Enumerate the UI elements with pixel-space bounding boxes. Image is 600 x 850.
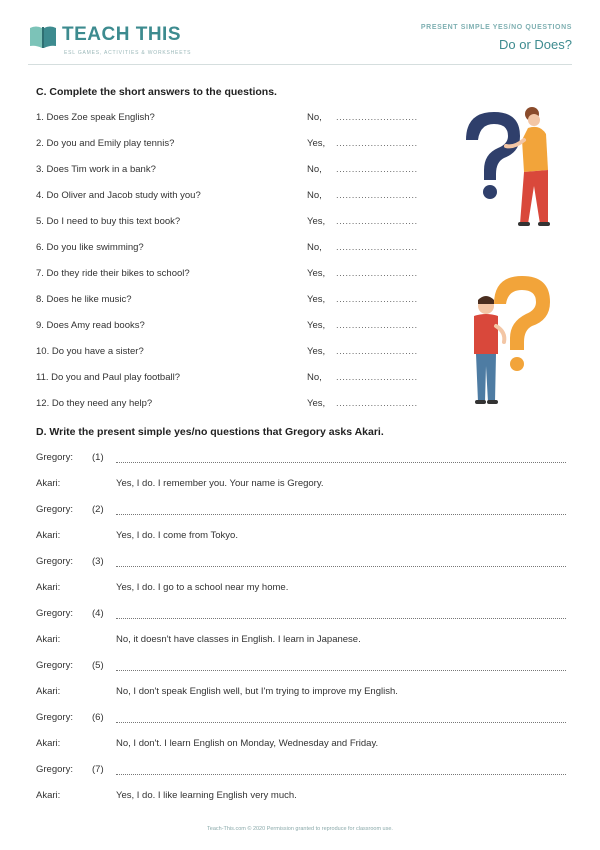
question-row — [36, 398, 418, 412]
question-blank[interactable] — [116, 462, 566, 463]
short-answer-start: Yes, — [307, 320, 326, 331]
speaker-akari: Akari: — [36, 738, 61, 749]
akari-reply: No, I don't speak English well, but I'm trying to improve my English. — [116, 686, 398, 697]
speaker-gregory: Gregory: — [36, 452, 73, 463]
answer-blank[interactable]: .......................... — [336, 216, 418, 227]
speaker-akari: Akari: — [36, 530, 61, 541]
teach-this-logo[interactable] — [28, 20, 198, 60]
speaker-akari: Akari: — [36, 790, 61, 801]
question-text: 11. Do you and Paul play football? — [36, 372, 181, 383]
question-row — [36, 294, 418, 308]
question-text: 12. Do they need any help? — [36, 398, 153, 409]
answer-blank[interactable]: .......................... — [336, 372, 418, 383]
section-c-heading: C. Complete the short answers to the questions. — [36, 86, 277, 98]
speaker-gregory: Gregory: — [36, 504, 73, 515]
akari-answer-row — [36, 478, 566, 492]
question-number: (5) — [92, 660, 104, 671]
akari-answer-row — [36, 738, 566, 752]
header-divider — [28, 64, 572, 65]
question-row — [36, 190, 418, 204]
answer-blank[interactable]: .......................... — [336, 320, 418, 331]
speaker-akari: Akari: — [36, 582, 61, 593]
man-question-mark-illustration — [466, 270, 556, 410]
question-text: 4. Do Oliver and Jacob study with you? — [36, 190, 201, 201]
question-number: (3) — [92, 556, 104, 567]
question-row — [36, 268, 418, 282]
copyright-footer: Teach-This.com © 2020 Permission granted to reproduce for classroom use. — [207, 826, 393, 832]
answer-blank[interactable]: .......................... — [336, 242, 418, 253]
question-row — [36, 346, 418, 360]
question-blank[interactable] — [116, 514, 566, 515]
gregory-question-row — [36, 452, 566, 466]
question-blank[interactable] — [116, 722, 566, 723]
question-text: 10. Do you have a sister? — [36, 346, 144, 357]
question-row — [36, 242, 418, 256]
speaker-gregory: Gregory: — [36, 556, 73, 567]
question-blank[interactable] — [116, 670, 566, 671]
short-answer-start: Yes, — [307, 346, 326, 357]
answer-blank[interactable]: .......................... — [336, 398, 418, 409]
speaker-gregory: Gregory: — [36, 660, 73, 671]
short-answer-start: Yes, — [307, 268, 326, 279]
answer-blank[interactable]: .......................... — [336, 164, 418, 175]
akari-reply: No, it doesn't have classes in English. I learn in Japanese. — [116, 634, 361, 645]
akari-reply: Yes, I do. I like learning English very much. — [116, 790, 297, 801]
gregory-question-row — [36, 504, 566, 518]
worksheet-topic: PRESENT SIMPLE YES/NO QUESTIONS — [420, 24, 572, 31]
logo-text: TEACH THIS — [62, 24, 181, 45]
question-number: (1) — [92, 452, 104, 463]
akari-answer-row — [36, 530, 566, 544]
akari-reply: Yes, I do. I come from Tokyo. — [116, 530, 238, 541]
short-answer-start: Yes, — [307, 138, 326, 149]
short-answer-start: No, — [307, 112, 322, 123]
short-answer-start: No, — [307, 242, 322, 253]
speaker-gregory: Gregory: — [36, 712, 73, 723]
akari-answer-row — [36, 582, 566, 596]
akari-answer-row — [36, 634, 566, 648]
short-answer-start: No, — [307, 190, 322, 201]
akari-answer-row — [36, 790, 566, 804]
question-number: (4) — [92, 608, 104, 619]
question-blank[interactable] — [116, 566, 566, 567]
akari-reply: Yes, I do. I remember you. Your name is Gregory. — [116, 478, 324, 489]
question-blank[interactable] — [116, 618, 566, 619]
question-row — [36, 320, 418, 334]
question-blank[interactable] — [116, 774, 566, 775]
gregory-question-row — [36, 660, 566, 674]
question-text: 2. Do you and Emily play tennis? — [36, 138, 175, 149]
question-number: (7) — [92, 764, 104, 775]
gregory-question-row — [36, 764, 566, 778]
answer-blank[interactable]: .......................... — [336, 138, 418, 149]
short-answer-start: No, — [307, 164, 322, 175]
answer-blank[interactable]: .......................... — [336, 294, 418, 305]
question-row — [36, 216, 418, 230]
worksheet-title: Do or Does? — [499, 37, 572, 52]
question-row — [36, 372, 418, 386]
answer-blank[interactable]: .......................... — [336, 190, 418, 201]
short-answer-start: Yes, — [307, 216, 326, 227]
question-text: 8. Does he like music? — [36, 294, 132, 305]
question-text: 5. Do I need to buy this text book? — [36, 216, 181, 227]
gregory-question-row — [36, 556, 566, 570]
question-text: 9. Does Amy read books? — [36, 320, 145, 331]
question-text: 3. Does Tim work in a bank? — [36, 164, 156, 175]
woman-question-mark-illustration — [456, 100, 560, 230]
akari-reply: Yes, I do. I go to a school near my home. — [116, 582, 289, 593]
speaker-gregory: Gregory: — [36, 764, 73, 775]
logo-tagline: ESL GAMES, ACTIVITIES & WORKSHEETS — [64, 50, 192, 56]
question-number: (6) — [92, 712, 104, 723]
question-number: (2) — [92, 504, 104, 515]
short-answer-start: No, — [307, 372, 322, 383]
short-answer-start: Yes, — [307, 294, 326, 305]
answer-blank[interactable]: .......................... — [336, 112, 418, 123]
speaker-akari: Akari: — [36, 478, 61, 489]
gregory-question-row — [36, 608, 566, 622]
gregory-question-row — [36, 712, 566, 726]
speaker-gregory: Gregory: — [36, 608, 73, 619]
akari-reply: No, I don't. I learn English on Monday, Wednesday and Friday. — [116, 738, 379, 749]
question-row — [36, 138, 418, 152]
question-text: 6. Do you like swimming? — [36, 242, 144, 253]
question-row — [36, 164, 418, 178]
book-icon — [28, 22, 58, 52]
speaker-akari: Akari: — [36, 686, 61, 697]
section-d-heading: D. Write the present simple yes/no questions that Gregory asks Akari. — [36, 426, 384, 438]
akari-answer-row — [36, 686, 566, 700]
question-text: 7. Do they ride their bikes to school? — [36, 268, 190, 279]
question-row — [36, 112, 418, 126]
short-answer-start: Yes, — [307, 398, 326, 409]
answer-blank[interactable]: .......................... — [336, 346, 418, 357]
question-text: 1. Does Zoe speak English? — [36, 112, 155, 123]
answer-blank[interactable]: .......................... — [336, 268, 418, 279]
speaker-akari: Akari: — [36, 634, 61, 645]
